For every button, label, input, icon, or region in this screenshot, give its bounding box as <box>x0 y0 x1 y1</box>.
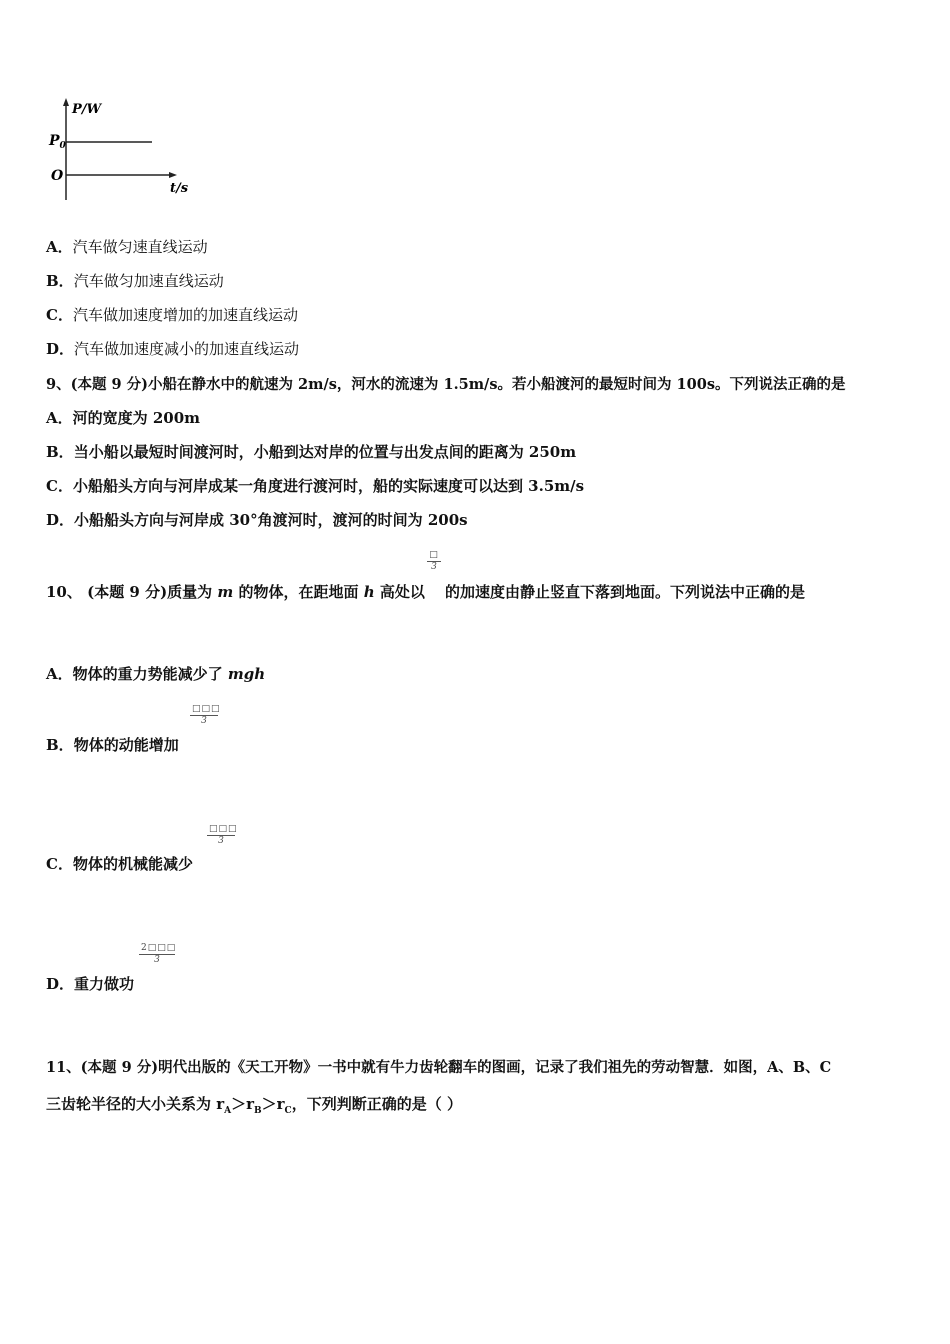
subscript: A <box>224 1106 232 1116</box>
q10-option-c-fraction <box>207 824 238 847</box>
option-text: 物体的动能增加 <box>73 736 179 754</box>
option-letter: A． <box>46 409 73 427</box>
option-text: 当小船以最短时间渡河时，小船到达对岸的位置与出发点间的距离为 250m <box>73 443 577 461</box>
option-letter: C． <box>46 306 73 324</box>
origin-label: O <box>51 168 64 184</box>
option-letter: A． <box>46 665 73 683</box>
q10-option-d <box>46 973 134 994</box>
option-letter: D． <box>46 511 75 529</box>
option-text: 重力做功 <box>74 975 135 993</box>
q10-option-b <box>46 734 179 755</box>
option-letter: D． <box>46 340 75 358</box>
q10-stem-fraction <box>427 550 441 573</box>
option-math: mgh <box>227 665 266 683</box>
q9-stem: 9、(本题 9 分)小船在静水中的航速为 2m/s，河水的流速为 1.5m/s。若小船渡河的最短时间为 100s。下列说法正确的是 <box>46 376 846 393</box>
option-text: 汽车做匀加速直线运动 <box>73 272 224 290</box>
option-letter: B． <box>46 443 74 461</box>
q11-stem-line1: 11、(本题 9 分)明代出版的《天工开物》一书中就有牛力齿轮翻车的图画，记录了我们祖先的劳动智慧．如图，A、B、C <box>46 1059 832 1076</box>
option-text: 汽车做加速度增加的加速直线运动 <box>72 306 298 324</box>
q8-option-a <box>46 236 208 257</box>
option-letter: C． <box>46 855 73 873</box>
q10-option-c <box>46 853 193 874</box>
q8-option-b <box>46 270 224 291</box>
q10-stem-part: 的物体，在距地面 <box>233 583 364 601</box>
q10-option-b-fraction <box>190 704 221 727</box>
p0-label: $P_0$ <box>49 133 66 151</box>
q10-stem-part: 高处以 <box>374 583 425 601</box>
subscript: B <box>254 1106 262 1116</box>
q9-option-b <box>46 441 576 462</box>
var-h: h <box>363 583 375 601</box>
fraction-numerator: 2□□□ <box>141 943 177 953</box>
option-text: 汽车做加速度减小的加速直线运动 <box>74 340 300 358</box>
option-text: 汽车做匀速直线运动 <box>72 238 208 256</box>
var-m: m <box>217 583 234 601</box>
q9-option-d <box>46 509 468 530</box>
option-letter: B． <box>46 736 74 754</box>
q9-option-c <box>46 475 584 496</box>
q11-stem-line2 <box>46 1093 462 1116</box>
power-time-graph <box>44 96 204 206</box>
q11-text: ＞r <box>261 1095 285 1113</box>
option-text: 小船船头方向与河岸成 30°角渡河时，渡河的时间为 200s <box>74 511 468 529</box>
fraction-numerator: □ <box>427 550 441 562</box>
fraction-numerator: □□□ <box>209 824 238 834</box>
fraction-denominator: 3 <box>431 562 437 572</box>
q10-stem-end: 的加速度由静止竖直下落到地面。下列说法中正确的是 <box>445 583 806 601</box>
q8-option-c <box>46 304 298 325</box>
fraction-denominator: 3 <box>218 836 224 846</box>
q9-option-a <box>46 407 200 428</box>
y-axis-arrow <box>63 98 69 106</box>
q8-option-d <box>46 338 299 359</box>
q11-text: 三齿轮半径的大小关系为 r <box>46 1095 225 1113</box>
option-letter: B． <box>46 272 74 290</box>
option-text: 物体的机械能减少 <box>72 855 193 873</box>
q10-stem-part: 10、 (本题 9 分)质量为 <box>46 583 218 601</box>
subscript: C <box>284 1106 292 1116</box>
option-text: 小船船头方向与河岸成某一角度进行渡河时，船的实际速度可以达到 3.5m/s <box>72 477 585 495</box>
x-axis-label: t/s <box>170 181 189 196</box>
option-letter: A． <box>46 238 73 256</box>
option-text: 物体的重力势能减少了 <box>72 665 228 683</box>
y-axis-label: P/W <box>72 102 102 117</box>
option-letter: D． <box>46 975 75 993</box>
fraction-denominator: 3 <box>201 716 207 726</box>
q11-text: ＞r <box>231 1095 255 1113</box>
q10-option-a <box>46 663 265 684</box>
q11-text: ，下列判断正确的是（ ） <box>291 1095 462 1113</box>
fraction-numerator: □□□ <box>192 704 221 714</box>
q10-option-d-fraction <box>139 943 175 966</box>
option-letter: C． <box>46 477 73 495</box>
option-text: 河的宽度为 200m <box>72 409 201 427</box>
q10-stem <box>46 581 425 602</box>
fraction-denominator: 3 <box>154 955 160 965</box>
x-axis-arrow <box>169 172 177 178</box>
